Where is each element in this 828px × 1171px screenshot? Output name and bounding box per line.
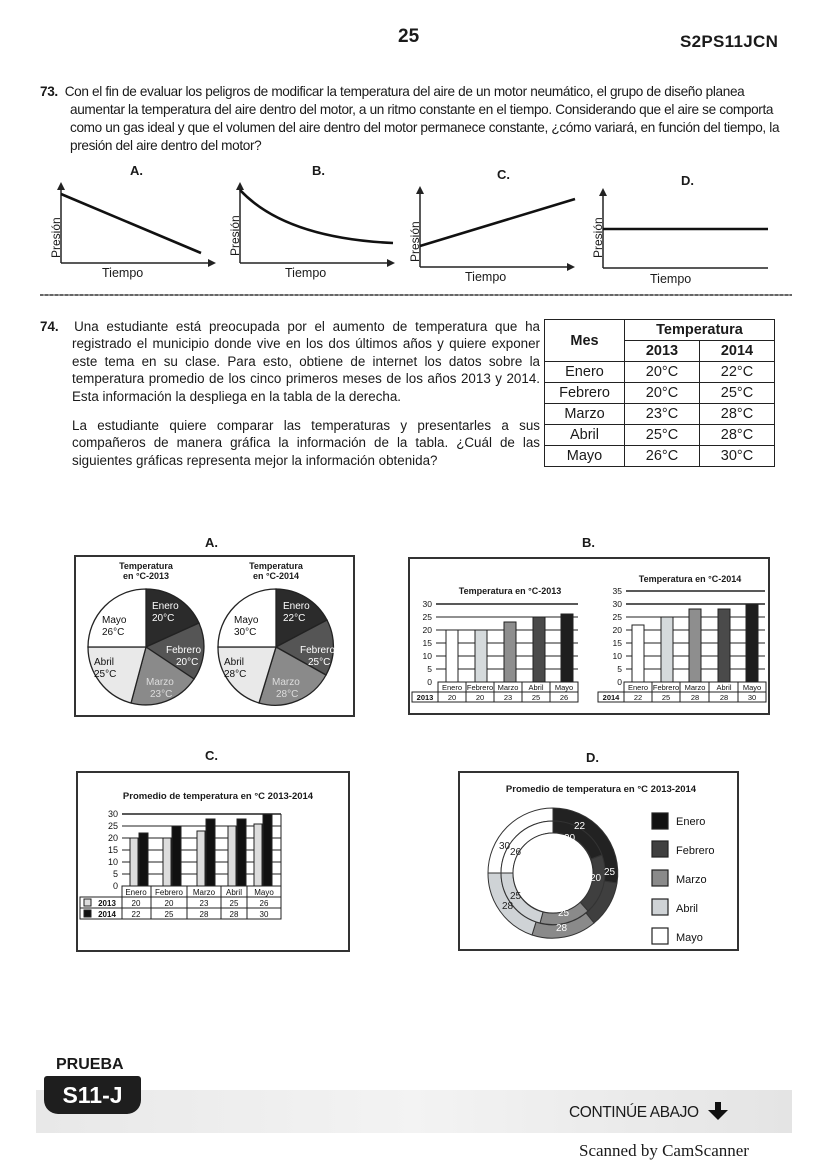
svg-text:25: 25 (164, 910, 174, 919)
svg-text:Febrero: Febrero (652, 683, 680, 692)
table-row (545, 446, 775, 467)
svg-text:28: 28 (502, 901, 514, 912)
graph-73-b (225, 180, 405, 300)
page-number: 25 (398, 26, 420, 47)
test-badge: S11-J (44, 1076, 141, 1114)
svg-text:Mayo: Mayo (742, 683, 762, 692)
svg-text:Mayo: Mayo (554, 683, 574, 692)
bar-2013-title: Temperatura en °C-2013 (458, 586, 562, 596)
svg-text:25°C: 25°C (308, 657, 331, 668)
svg-text:Enero: Enero (676, 816, 706, 828)
question-number: 74. (40, 319, 59, 334)
svg-text:10: 10 (107, 857, 118, 867)
y-axis-label: Presión (408, 221, 422, 262)
svg-text:Marzo: Marzo (192, 888, 216, 897)
svg-text:Abril: Abril (676, 903, 699, 915)
svg-text:23°C: 23°C (150, 689, 173, 700)
svg-text:22: 22 (131, 910, 141, 919)
cell-2013: 26°C (625, 446, 700, 467)
scanner-watermark: Scanned by CamScanner (579, 1141, 749, 1160)
option-b-label: B. (582, 535, 595, 550)
header-year-2013: 2013 (625, 341, 700, 362)
svg-text:30: 30 (422, 599, 432, 609)
svg-text:Febrero: Febrero (154, 888, 184, 897)
option-b-label: B. (312, 163, 325, 178)
header-year-2014: 2014 (700, 341, 775, 362)
svg-text:Marzo: Marzo (676, 874, 707, 886)
svg-text:Febrero: Febrero (676, 845, 715, 857)
cell-2013: 23°C (625, 404, 700, 425)
svg-text:Mayo: Mayo (254, 888, 274, 897)
svg-text:20: 20 (107, 833, 118, 843)
y-axis-label: Presión (49, 217, 63, 258)
svg-text:Enero: Enero (441, 683, 463, 692)
svg-text:26: 26 (559, 693, 569, 702)
svg-text:30: 30 (612, 599, 622, 609)
svg-text:26: 26 (259, 899, 269, 908)
svg-text:23: 23 (503, 693, 513, 702)
option-d-label: D. (586, 750, 599, 765)
continue-below-label (569, 1101, 729, 1122)
svg-text:10: 10 (422, 651, 432, 661)
svg-text:Abril: Abril (224, 657, 245, 668)
cell-2014: 30°C (700, 446, 775, 467)
svg-text:15: 15 (612, 638, 622, 648)
x-axis-label: Tiempo (650, 272, 692, 286)
svg-text:25: 25 (510, 891, 522, 902)
option-d-donut-chart (458, 771, 739, 951)
chart-d-title: Promedio de temperatura en °C 2013-2014 (505, 784, 697, 795)
svg-text:20: 20 (447, 693, 457, 702)
svg-text:20: 20 (564, 833, 576, 844)
svg-text:26°C: 26°C (102, 627, 125, 638)
svg-text:2014: 2014 (602, 693, 620, 702)
table-row (545, 362, 775, 383)
svg-text:Abril: Abril (716, 683, 732, 692)
cell-2014: 25°C (700, 383, 775, 404)
continue-text: CONTINÚE ABAJO (569, 1104, 699, 1121)
question-73 (40, 83, 792, 155)
cell-month: Mayo (545, 446, 625, 467)
svg-text:28°C: 28°C (276, 689, 299, 700)
question-74 (40, 318, 540, 469)
svg-text:0: 0 (617, 677, 622, 687)
svg-text:25: 25 (558, 908, 570, 919)
question-number: 73. (40, 84, 58, 99)
svg-text:28: 28 (229, 910, 239, 919)
svg-text:20°C: 20°C (152, 613, 175, 624)
donut-graphic (460, 773, 741, 953)
cell-2014: 22°C (700, 362, 775, 383)
cell-month: Enero (545, 362, 625, 383)
question-paragraph-1: Una estudiante está preocupada por el aumento de temperatura que ha registrado el municipio donde vive en los dos últimos años y quiere exponer este tema en su clase. Para esto, obtiene de internet los datos sobre la temperatura promedio de los cinco primeros meses de los años 2013 y 2014. Esta información la despliega en la tabla de la derecha. (72, 319, 540, 404)
svg-text:28: 28 (556, 923, 568, 934)
svg-text:2013: 2013 (416, 693, 434, 702)
svg-text:30: 30 (747, 693, 757, 702)
svg-text:25: 25 (612, 612, 622, 622)
svg-text:25: 25 (229, 899, 239, 908)
svg-text:20: 20 (475, 693, 485, 702)
graph-73-d (588, 186, 768, 306)
svg-text:Marzo: Marzo (497, 683, 519, 692)
svg-text:35: 35 (612, 586, 622, 596)
pie-2014-title: Temperatura en °C-2014 (249, 561, 303, 581)
graph-73-a (46, 180, 226, 300)
svg-text:20°C: 20°C (176, 657, 199, 668)
svg-text:25: 25 (422, 612, 432, 622)
svg-text:Marzo: Marzo (146, 677, 174, 688)
section-divider (40, 294, 792, 296)
svg-text:28: 28 (199, 910, 209, 919)
cell-2013: 20°C (625, 362, 700, 383)
svg-text:25: 25 (661, 693, 671, 702)
svg-text:5: 5 (427, 664, 432, 674)
svg-text:Enero: Enero (125, 888, 147, 897)
svg-text:Enero: Enero (152, 601, 179, 612)
svg-text:30: 30 (259, 910, 269, 919)
svg-text:20: 20 (422, 625, 432, 635)
option-a-label: A. (205, 535, 218, 550)
bar-charts-graphic (410, 559, 772, 717)
table-row (545, 383, 775, 404)
option-c-label: C. (205, 748, 218, 763)
option-a-pie-charts (74, 555, 355, 717)
option-b-bar-charts (408, 557, 770, 715)
option-a-label: A. (130, 163, 143, 178)
cell-2014: 28°C (700, 404, 775, 425)
svg-text:20: 20 (590, 873, 602, 884)
svg-text:28°C: 28°C (224, 669, 247, 680)
svg-text:Mayo: Mayo (102, 615, 127, 626)
question-text: Con el fin de evaluar los peligros de modificar la temperatura del aire de un motor neumático, el grupo de diseño planea aumentar la temperatura del aire dentro del motor, a un ritmo constante en el tiempo. Considerando que el aire se comporta como un gas ideal y que el volumen del aire dentro del motor permanece constante, ¿cómo variará, en función del tiempo, la presión del aire dentro del motor? (64, 84, 780, 153)
pie-2013-title: Temperatura en °C-2013 (119, 561, 173, 581)
svg-text:Febrero: Febrero (166, 645, 202, 656)
table-row (545, 404, 775, 425)
x-axis-label: Tiempo (285, 266, 327, 280)
x-axis-label: Tiempo (102, 266, 144, 280)
cell-month: Febrero (545, 383, 625, 404)
svg-text:0: 0 (112, 881, 118, 891)
graph-73-c (405, 182, 585, 302)
svg-text:Mayo: Mayo (676, 932, 703, 944)
svg-text:22: 22 (633, 693, 643, 702)
cell-2014: 28°C (700, 425, 775, 446)
svg-text:20: 20 (164, 899, 174, 908)
prueba-label: PRUEBA (56, 1056, 124, 1073)
option-c-grouped-bar-chart (76, 771, 350, 952)
svg-text:2014: 2014 (98, 910, 116, 919)
header-temperature: Temperatura (625, 320, 775, 341)
cell-month: Abril (545, 425, 625, 446)
svg-text:25°C: 25°C (94, 669, 117, 680)
cell-month: Marzo (545, 404, 625, 425)
svg-text:22: 22 (574, 821, 586, 832)
svg-text:20: 20 (612, 625, 622, 635)
svg-text:28: 28 (719, 693, 729, 702)
svg-text:22°C: 22°C (283, 613, 306, 624)
bar-2014-title: Temperatura en °C-2014 (638, 574, 742, 584)
exam-code: S2PS11JCN (680, 32, 779, 51)
cell-2013: 20°C (625, 383, 700, 404)
svg-text:Abril: Abril (528, 683, 544, 692)
x-axis-label: Tiempo (465, 270, 507, 284)
arrow-down-icon (707, 1101, 729, 1121)
svg-text:0: 0 (427, 677, 432, 687)
svg-text:26: 26 (510, 847, 522, 858)
pie-charts-graphic (76, 557, 357, 719)
svg-text:25: 25 (604, 867, 616, 878)
svg-text:30: 30 (499, 841, 511, 852)
svg-text:23: 23 (199, 899, 209, 908)
svg-text:Mayo: Mayo (234, 615, 259, 626)
svg-text:15: 15 (422, 638, 432, 648)
svg-text:Abril: Abril (225, 888, 243, 897)
svg-text:Marzo: Marzo (272, 677, 300, 688)
cell-2013: 25°C (625, 425, 700, 446)
svg-text:20: 20 (131, 899, 141, 908)
table-row (545, 425, 775, 446)
temperature-table (544, 319, 775, 467)
svg-text:2013: 2013 (98, 899, 116, 908)
question-paragraph-2: La estudiante quiere comparar las temperaturas y presentarles a sus compañeros de manera gráfica la información de la tabla. ¿Cuál de las siguientes gráficas representa mejor la información obtenida? (72, 418, 540, 468)
svg-text:30°C: 30°C (234, 627, 257, 638)
svg-text:25: 25 (531, 693, 541, 702)
header-month: Mes (545, 320, 625, 362)
svg-text:Abril: Abril (94, 657, 115, 668)
svg-text:Febrero: Febrero (466, 683, 494, 692)
chart-c-title: Promedio de temperatura en °C 2013-2014 (122, 791, 314, 802)
y-axis-label: Presión (591, 217, 605, 258)
svg-text:Enero: Enero (283, 601, 310, 612)
option-d-label: D. (681, 173, 694, 188)
svg-text:5: 5 (112, 869, 118, 879)
svg-text:Marzo: Marzo (684, 683, 706, 692)
svg-text:Enero: Enero (627, 683, 649, 692)
svg-text:30: 30 (107, 809, 118, 819)
svg-text:5: 5 (617, 664, 622, 674)
svg-text:25: 25 (107, 821, 118, 831)
svg-text:10: 10 (612, 651, 622, 661)
grouped-bar-graphic (78, 773, 352, 954)
y-axis-label: Presión (228, 215, 242, 256)
option-c-label: C. (497, 167, 510, 182)
svg-text:Febrero: Febrero (300, 645, 336, 656)
svg-text:15: 15 (107, 845, 118, 855)
svg-text:28: 28 (690, 693, 700, 702)
